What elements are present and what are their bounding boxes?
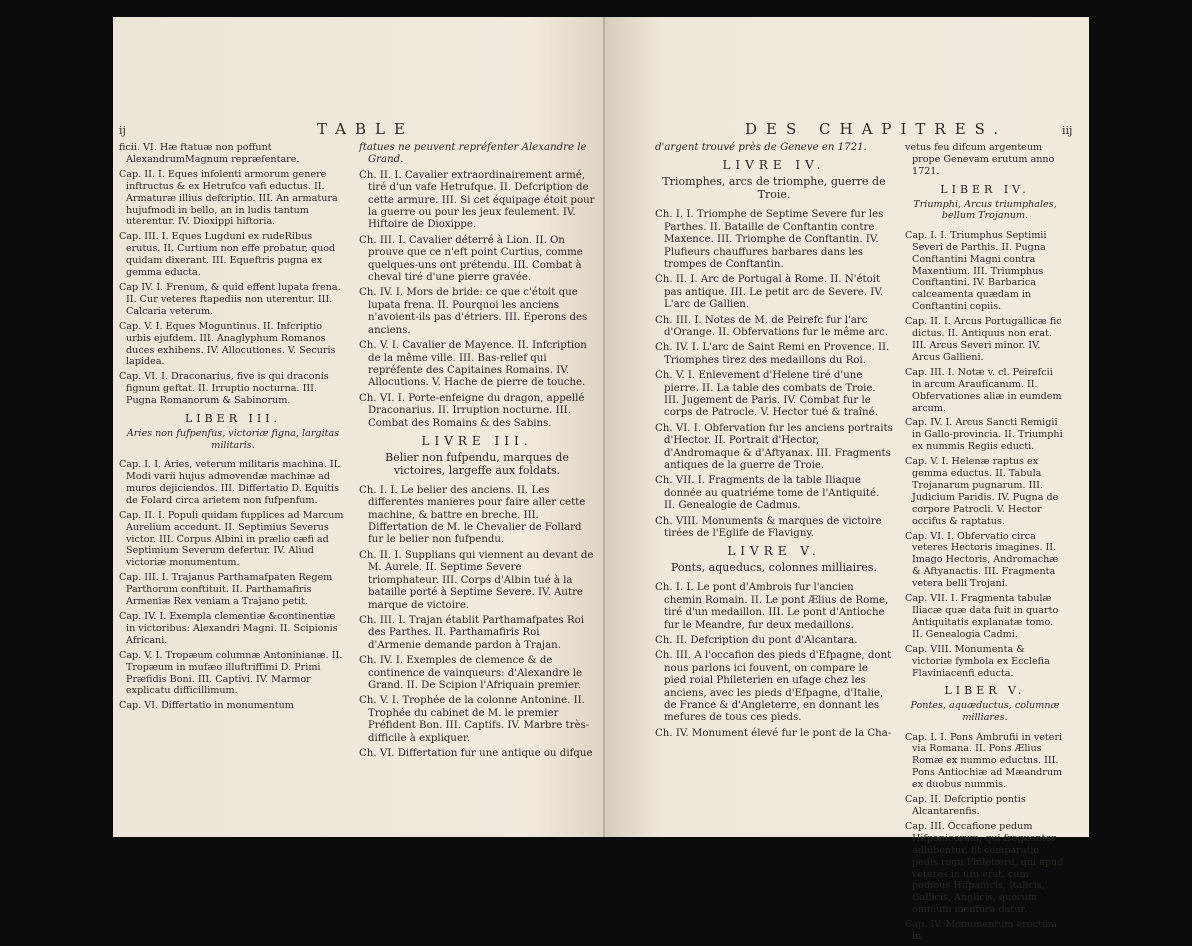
chapter-entry: Ch. VII. I. Fragments de la table Iliaque donnée au quatriéme tome de l'Antiquité. II. Genealogie de Cadmus. [655,475,880,512]
left-running-head: TABLE [317,120,414,138]
chapter-entry: Ch. IV. I. Mors de bride: ce que c'étoit que lupata frena. II. Pourquoi les anciens n'avoient-ils pas d'étriers. III. Eperons des anciens. [359,287,588,336]
chapter-entry: Cap. VI. Differtatio in monumentum [119,700,294,712]
chapter-entry: Cap. II. I. Eques infolenti armorum genere inftructus & ex Hetrufco vafi eductus. II. Armaturæ illius defcriptio. III. An armatura hujufmodi in bello, an in ludis tantum uterentur. IV. Dioxippi hiftoria. [119,168,338,228]
chapter-entry: Ch. II. I. Arc de Portugal à Rome. II. N'étoit pas antique. III. Le petit arc de Severe. IV. L'arc de Gallien. [655,274,884,311]
chapter-entry: Cap. IV. I. Exempla clementiæ &continentiæ in victoribus: Alexandri Magni. II. Scipionis Africani. [119,611,338,646]
chapter-entry: Ch. III. I. Notes de M. de Peirefc fur l'arc d'Orange. II. Obfervations fur le même arc. [655,314,889,338]
chapter-entry: Cap. III. Occafione pedum Hifpanicorum, qui frequenter adhibentur, fit comparatio pedis regii Philetærii, qui apud veteres in ufu erat, cum pedibus Hifpanicis, Italicis, Gallicis, Anglicis, quorum omnium menfura datur. [905,820,1064,916]
left-page [113,17,603,837]
right-page [605,17,1089,943]
book-heading: LIBER IV. [940,182,1030,196]
chapter-entry: Ch. I. I. Le belier des anciens. II. Les differentes manieres pour faire aller cette machine, & battre en breche. III. Differtation de M. le Chevalier de Follard fur le belier non fufpendu. [359,484,586,546]
book-heading: LIVRE V. [727,544,821,559]
chapter-entry: Cap. V. I. Helenæ raptus ex gemma eductus. II. Tabula Trojanarum pugnarum. III. Judicium Paridis. IV. Pugna de corpore Patrocli. V. Hector occifus & raptatus. [905,456,1059,527]
chapter-entry: d'argent trouvé près de Geneve en 1721. [655,142,867,153]
chapter-entry: Ch. IV. Monument élevé fur le pont de la Cha- [655,727,892,739]
chapter-entry: Ch. VI. Differtation fur une antique ou difque [359,747,593,759]
chapter-entry: Ch. III. I. Trajan établit Parthamafpates Roi des Parthes. II. Parthamafiris Roi d'Armenie demande pardon à Trajan. [359,614,585,651]
book-heading: LIVRE III. [421,433,533,448]
chapter-entry: Cap. V. I. Eques Moguntinus. II. Infcriptio urbis ejufdem. III. Anaglyphum Romanos duces exhibens. IV. Allocutiones. V. Securis lapidea. [119,320,336,368]
chapter-entry: Ch. III. A l'occafion des pieds d'Efpagne, dont nous parlons ici fouvent, on compare le pied roial Phileterien en ufage chez les anciens, avec les pieds d'Efpagne, d'Italie, de France & d'Angleterre, en donnant les mefures de tous ces pieds. [655,650,892,724]
chapter-entry: Cap. IV. Monumentum erectum in [905,919,1057,943]
chapter-entry: Cap. I. I. Triumphus Septimii Severi de Parthis. II. Pugna Conftantini Magni contra Maxentium. III. Triumphus Conftantini. IV. Barbarica calceamenta quædam in Conftantini copiis. [905,229,1047,313]
chapter-entry: Cap. IV. I. Arcus Sancti Remigii in Gallo-provincia. II. Triumphi ex nummis Regiis educti. [905,417,1063,453]
left-french-column [359,142,595,763]
chapter-entry: Cap. III. I. Eques Lugduni ex rudeRibus erutus. II. Curtium non effe probatur, quod quidam dixerant. III. Equeftris pugna ex gemma educta. [119,231,336,279]
chapter-entry: Cap. VII. I. Fragmenta tabulæ Iliacæ quæ data fuit in quarto Antiquitatis explanatæ tomo. II. Genealogia Cadmi. [905,593,1059,640]
chapter-entry: ficii. VI. Hæ ftatuæ non poffunt AlexandrumMagnum repræfentare. [119,142,300,165]
chapter-entry: Ch. V. I. Enlevement d'Helene tiré d'une pierre. II. La table des combats de Troie. III. Jugement de Paris. IV. Combat fur le corps de Patrocle. V. Hector tué & traîné. [655,370,878,419]
right-french-column [655,142,893,743]
book-heading: LIVRE IV. [722,158,826,173]
right-running-head: DES CHAPITRES. [745,120,1008,138]
book-subtitle: Aries non fufpenfus, victoriæ figna, largitas militaris. [126,427,340,451]
chapter-entry: Ch. V. I. Cavalier de Mayence. II. Infcription de la même ville. III. Bas-relief qui repréfente des Capitaines Romains. IV. Allocutions. V. Hache de pierre de touche. [359,340,587,389]
chapter-entry: Cap. VI. I. Draconarius, five is qui draconis fignum geftat. II. Irruptio nocturna. III. Pugna Romanorum & Sabinorum. [119,371,329,407]
book-subtitle: Triumphi, Arcus triumphales, bellum Trojanum. [913,198,1057,222]
chapter-entry: Ch. IV. I. Exemples de clemence & de continence de vainqueurs: d'Alexandre le Grand. II. De Scipion l'Afriquain premier. [359,655,583,691]
left-page-number: ij [119,124,126,137]
book-subtitle: Belier non fufpendu, marques de victoires, largeffe aux foldats. [385,450,569,477]
chapter-entry: Ch. VIII. Monuments & marques de victoire tirées de l'Eglife de Flavigny. [655,515,882,540]
chapter-entry: Cap. III. I. Notæ v. cl. Peirefcii in arcum Araufícanum. II. Obfervationes aliæ in eumdem arcum. [905,366,1062,414]
chapter-entry: Ch. III. I. Cavalier déterré à Lion. II. On prouve que ce n'eft point Curtius, comme quelques-uns ont prétendu. III. Combat à cheval tiré d'une pierre gravée. [359,234,583,284]
chapter-entry: Cap. I. I. Aries, veterum militaris machina. II. Modi varii hujus admovendæ machinæ ad muros dejiciendos. III. Differtatio D. Equitis de Folard circa arietem non fufpenfum. [119,459,341,506]
chapter-entry: Cap. III. I. Trajanus Parthamafpaten Regem Parthorum conftituit. II. Parthamafiris Armeniæ Rex veniam a Trajano petit. [119,572,333,608]
book-heading: LIBER III. [184,412,282,426]
chapter-entry: Ch. I. I. Triomphe de Septime Severe fur les Parthes. II. Bataille de Conftantin contre Maxence. III. Triomphe de Conftantin. IV. Plufieurs chauffures barbares dans les trompes de Conftantin. [655,209,884,270]
chapter-entry: Cap. II. I. Populi quidam fupplices ad Marcum Aurelium accedunt. II. Septimius Severus victor. III. Corpus Albini in prælio cæfi ad Septimium Severum defertur. IV. Aliud victoriæ monumentum. [119,509,344,569]
chapter-entry: Cap. V. I. Tropæum columnæ Antoninianæ. II. Tropæum in mufæo illuftriffimi D. Primi Præfidis Boni. III. Captivi. IV. Marmor explicatu difficillimum. [119,649,343,697]
chapter-entry: Ch. I. I. Le pont d'Ambrois fur l'ancien chemin Romain. II. Le pont Ælius de Rome, tiré d'un medaillon. III. Le pont d'Antioche fur le Meandre, fur deux medaillons. [655,582,889,631]
chapter-entry: Cap. I. I. Pons Ambrufii in veteri via Romana. II. Pons Ælius Romæ ex nummo eductus. III. Pons Antiochiæ ad Mæandrum ex duobus nummis. [905,731,1063,791]
book-heading: LIBER V. [944,684,1026,698]
chapter-entry: Cap. VI. I. Obfervatio circa veteres Hectoris imagines. II. Imago Hectoris, Andromachæ & Aftyanactis. III. Fragmenta vetera belli Trojani. [905,530,1059,590]
book-subtitle: Triomphes, arcs de triomphe, guerre de Troie. [662,175,886,202]
chapter-entry: ftatues ne peuvent repréfenter Alexandre le Grand. [359,142,587,166]
left-latin-column [119,142,347,715]
chapter-entry: Ch. VI. I. Porte-enfeigne du dragon, appellé Draconarius. II. Irruption nocturne. III. Combat des Romains & des Sabins. [359,392,585,429]
chapter-entry: Ch. VI. I. Obfervation fur les anciens portraits d'Hector. II. Portrait d'Hector, d'Andromaque & d'Aftyanax. III. Fragments antiques de la guerre de Troie. [655,422,893,472]
book-subtitle: Pontes, aquæductus, columnæ milliares. [910,700,1060,723]
chapter-entry: Cap IV. I. Frenum, & quid effent lupata frena. II. Cur veteres ftapediis non uterentur. III. Calcaria veterum. [119,281,341,317]
chapter-entry: vetus feu difcum argenteum prope Genevam erutum anno 1721. [905,142,1055,177]
chapter-entry: Ch. V. I. Trophée de la colonne Antonine. II. Trophée du cabinet de M. le premier Préfident Bon. III. Captifs. IV. Marbre très-difficile à expliquer. [359,695,590,744]
chapter-entry: Ch. II. I. Supplians qui viennent au devant de M. Aurele. II. Septime Severe triomphateur. III. Corps d'Albin tué à la bataille porté à Septime Severe. IV. Autre marque de victoire. [359,549,594,611]
chapter-entry: Cap. II. Defcriptio pontis Alcantarenfis. [905,794,1026,817]
chapter-entry: Cap. II. I. Arcus Portugallicæ fic dictus. II. Antiquus non erat. III. Arcus Severi minor. IV. Arcus Gallieni. [905,316,1062,363]
book-subtitle: Ponts, aqueducs, colonnes milliaires. [670,561,878,575]
chapter-entry: Ch. II. Defcription du pont d'Alcantara. [655,635,858,646]
chapter-entry: Ch. IV. I. L'arc de Saint Remi en Provence. II. Triomphes tirez des medaillons du Roi. [655,342,890,366]
chapter-entry: Cap. VIII. Monumenta & victoriæ fymbola ex Ecclefia Flaviniacenfi educta. [905,643,1050,679]
chapter-entry: Ch. II. I. Cavalier extraordinairement armé, tiré d'un vafe Hetrufque. II. Defcription de cette armure. III. Si cet équipage étoit pour la guerre ou pour les jeux feulement. IV. Hiftoire de Dioxippe. [359,169,595,231]
right-page-number: iij [1062,124,1073,137]
right-latin-column [905,142,1065,946]
